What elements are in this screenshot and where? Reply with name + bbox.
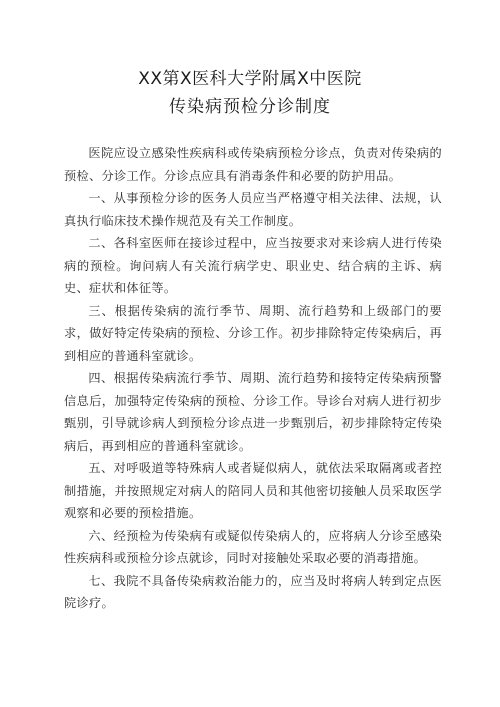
paragraph-item-3: 三、根据传染病的流行季节、周期、流行趋势和上级部门的要求，做好特定传染病的预检、分诊工作。初步排除特定传染病后，再到相应的普通科室就诊。 — [64, 303, 442, 363]
paragraph-item-2: 二、各科室医师在接诊过程中，应当按要求对来诊病人进行传染病的预检。询问病人有关流行病学史、职业史、结合病的主诉、病史、症状和体征等。 — [64, 236, 442, 295]
paragraph-item-7: 七、我院不具备传染病救治能力的，应当及时将病人转到定点医院诊疗。 — [64, 573, 442, 610]
document-body — [64, 142, 442, 615]
paragraph-intro: 医院应设立感染性疾病科或传染病预检分诊点，负责对传染病的预检、分诊工作。分诊点应具有消毒条件和必要的防护用品。 — [64, 146, 442, 183]
paragraph-item-6: 六、经预检为传染病有或疑似传染病人的，应将病人分诊至感染性疾病科或预检分诊点就诊，同时对接触处采取必要的消毒措施。 — [64, 528, 442, 565]
paragraph-item-4: 四、根据传染病流行季节、周期、流行趋势和接特定传染病预警信息后，加强特定传染病的预检、分诊工作。导诊台对病人进行初步甄别，引导就诊病人到预检分诊点进一步甄别后，初步排除特定传染病后，再到相应的普通科室就诊。 — [64, 371, 442, 453]
document-title-block — [0, 68, 500, 118]
regulation-title: 传染病预检分诊制度 — [169, 97, 331, 117]
paragraph-item-1: 一、从事预检分诊的医务人员应当严格遵守相关法律、法规，认真执行临床技术操作规范及有关工作制度。 — [64, 191, 442, 228]
hospital-name-title: XX第X医科大学附属X中医院 — [138, 69, 362, 89]
paragraph-item-5: 五、对呼吸道等特殊病人或者疑似病人，就依法采取隔离或者控制措施，并按照规定对病人的陪同人员和其他密切接触人员采取医学观察和必要的预检措施。 — [64, 461, 442, 520]
